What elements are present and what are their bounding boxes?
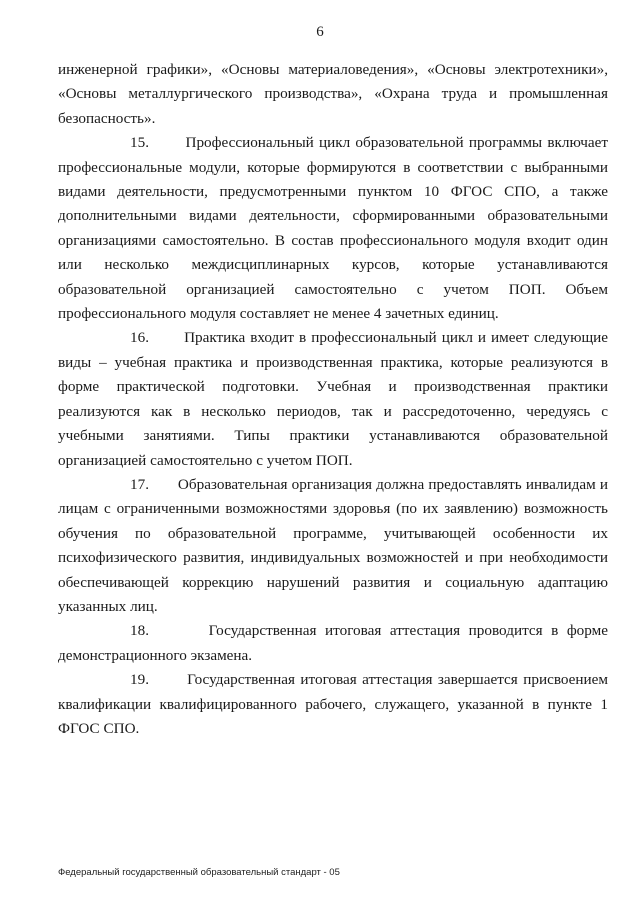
paragraph-number: 16. [130,329,149,347]
paragraph-number: 17. [130,475,149,493]
paragraph-text: Профессиональный цикл образовательной программы включает профессиональные модули, которые формируются в соответствии с выбранными видами деятельности, предусмотренными пунктом 10 ФГОС СПО, а также дополнительными видами деятельности, сформированными образовательными организациями самостоятельно. В состав профессионального модуля входит один или несколько междисциплинарных курсов, которые устанавливаются образовательной организацией самостоятельно с учетом ПОП. Объем профессионального модуля составляет не менее 4 зачетных единиц. [58,134,609,323]
paragraph-text: инженерной графики», «Основы материаловедения», «Основы электротехники», «Основы металлургического производства», «Охрана труда и промышленная безопасность». [58,61,608,127]
paragraph-text: Практика входит в профессиональный цикл и имеет следующие виды – учебная практика и производственная практика, которые реализуются в форме практической подготовки. Учебная и производственная практики реализуются как в несколько периодов, так и рассредоточенно, чередуясь с учебными занятиями. Типы практики устанавливаются образовательной организацией самостоятельно с учетом ПОП. [58,329,609,469]
page-number: 6 [316,24,324,40]
paragraph-continuation [58,58,608,131]
paragraph-16 [58,326,608,472]
paragraph-text: Государственная итоговая аттестация завершается присвоением квалификации квалифицированного рабочего, служащего, указанной в пункте 1 ФГОС СПО. [58,671,609,737]
paragraph-text: Государственная итоговая аттестация проводится в форме демонстрационного экзамена. [58,622,608,664]
paragraph-19 [58,668,608,741]
paragraph-18 [58,619,608,668]
paragraph-17 [58,473,608,619]
paragraph-15 [58,131,608,326]
paragraph-number: 19. [130,671,149,689]
document-body [58,58,608,741]
paragraph-number: 18. [130,622,149,640]
paragraph-number: 15. [130,134,149,152]
paragraph-text: Образовательная организация должна предоставлять инвалидам и лицам с ограниченными возможностями здоровья (по их заявлению) возможность обучения по образовательной программе, учитывающей особенности их психофизического развития, индивидуальных возможностей и при необходимости обеспечивающей коррекцию нарушений развития и социальную адаптацию указанных лиц. [58,475,608,615]
page-footer: Федеральный государственный образовательный стандарт - 05 [58,867,340,878]
